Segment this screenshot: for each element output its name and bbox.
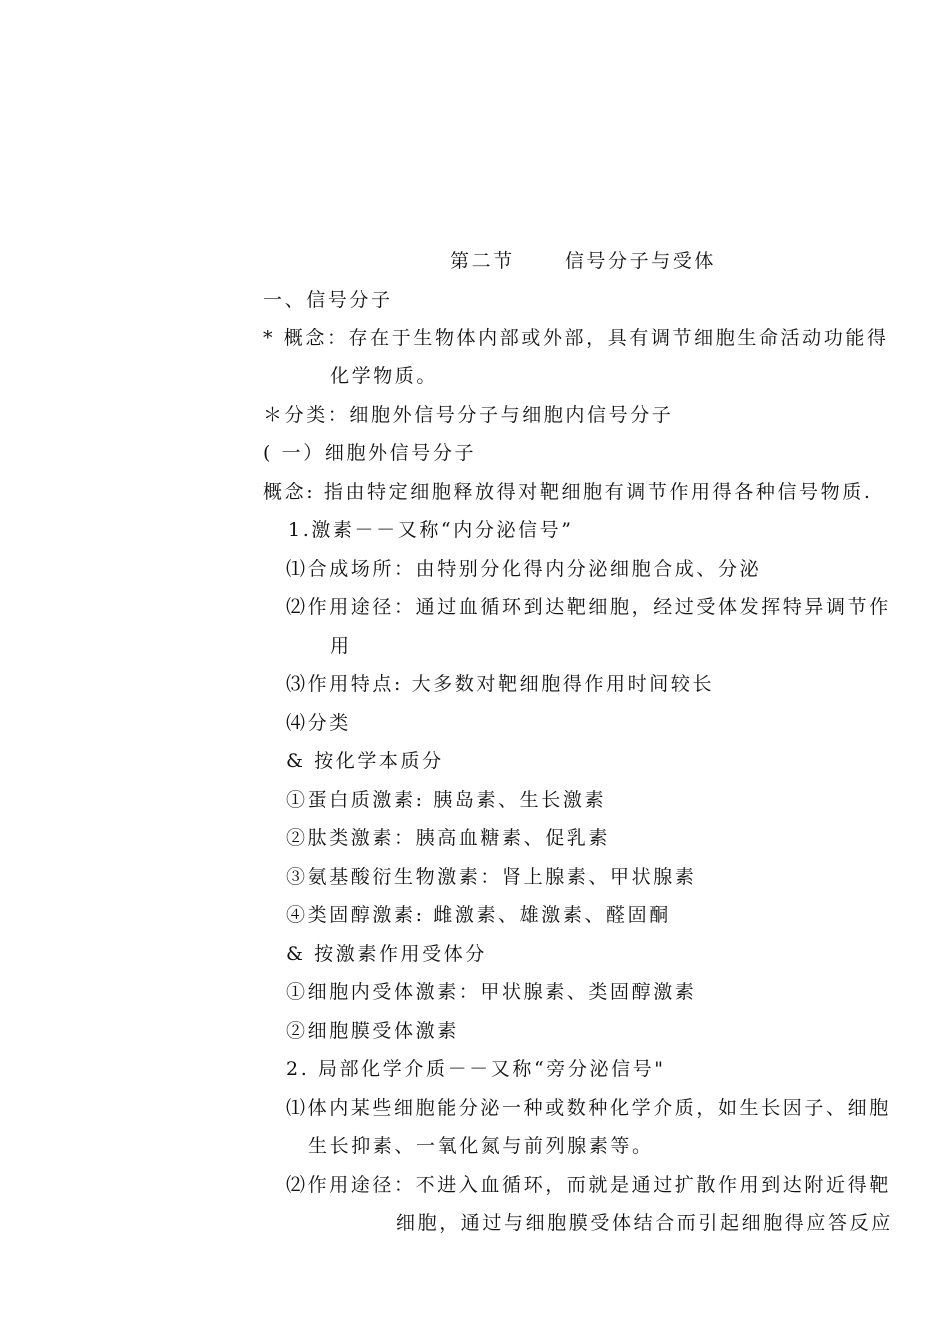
action-pathway: ⑵作用途径：通过血循环到达靶细胞，经过受体发挥特异调节作 <box>286 596 891 618</box>
local-mediator-description: ⑴体内某些细胞能分泌一种或数种化学介质，如生长因子、细胞 <box>286 1097 891 1119</box>
intracellular-receptor-hormones: ①细胞内受体激素：甲状腺素、类固醇激素 <box>286 981 697 1003</box>
amino-acid-derived-hormones: ③氨基酸衍生物激素：肾上腺素、甲状腺素 <box>286 866 697 888</box>
by-chemical-nature: & 按化学本质分 <box>286 750 444 772</box>
hormone-heading: 1.激素－－又称“内分泌信号” <box>288 519 574 541</box>
by-receptor-type: & 按激素作用受体分 <box>286 943 487 965</box>
local-mediator-description-continued: 生长抑素、一氧化氮与前列腺素等。 <box>308 1135 654 1157</box>
membrane-receptor-hormones: ②细胞膜受体激素 <box>286 1020 459 1042</box>
action-features: ⑶作用特点: 大多数对靶细胞得作用时间较长 <box>286 673 715 695</box>
local-mediator-pathway: ⑵作用途径：不进入血循环，而就是通过扩散作用到达附近得靶 <box>286 1174 891 1196</box>
classification-heading: ⑷分类 <box>286 712 351 734</box>
section-title <box>450 249 716 273</box>
steroid-hormones: ④类固醇激素: 雌激素、雄激素、醛固酮 <box>286 904 671 926</box>
title-section-number: 第二节 <box>450 250 515 272</box>
local-mediator-heading: 2. 局部化学介质－－又称“旁分泌信号" <box>286 1058 666 1080</box>
heading-signal-molecules: 一、信号分子 <box>263 289 393 311</box>
classification-line: ＊分类：细胞外信号分子与细胞内信号分子 <box>263 404 674 426</box>
concept-line-continued: 化学物质。 <box>330 365 439 387</box>
synthesis-site: ⑴合成场所：由特别分化得内分泌细胞合成、分泌 <box>286 558 762 580</box>
extracellular-concept: 概念: 指由特定细胞释放得对靶细胞有调节作用得各种信号物质. <box>263 481 873 503</box>
subheading-extracellular: ( 一）细胞外信号分子 <box>263 442 477 464</box>
title-section-name: 信号分子与受体 <box>564 250 717 272</box>
concept-line: * 概念：存在于生物体内部或外部，具有调节细胞生命活动功能得 <box>263 327 889 349</box>
peptide-hormones: ②肽类激素：胰高血糖素、促乳素 <box>286 827 611 849</box>
protein-hormones: ①蛋白质激素: 胰岛素、生长激素 <box>286 789 607 811</box>
action-pathway-continued: 用 <box>330 635 352 657</box>
local-mediator-pathway-continued: 细胞，通过与细胞膜受体结合而引起细胞得应答反应 <box>396 1212 893 1234</box>
